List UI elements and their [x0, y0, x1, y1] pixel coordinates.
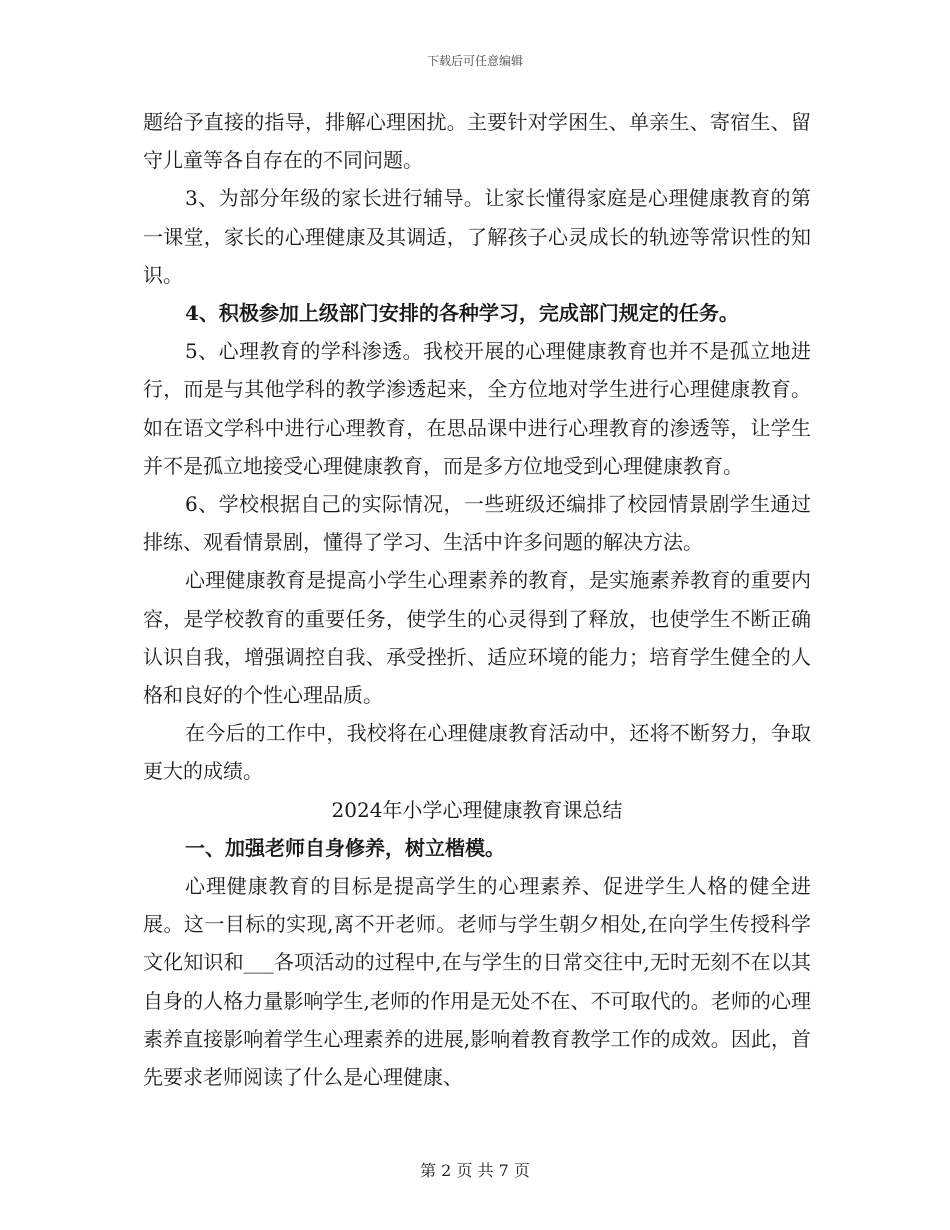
- page-header: 下载后可任意编辑: [426, 54, 523, 68]
- section-title: 2024年小学心理健康教育课总结: [331, 797, 623, 822]
- paragraph-item-4: 4、积极参加上级部门安排的各种学习，完成部门规定的任务。: [185, 301, 739, 326]
- document-body: [143, 103, 811, 1096]
- paragraph-item-6: 6、学校根据自己的实际情况，一些班级还编排了校园情景剧学生通过排练、观看情景剧，懂得了学习、生活中许多问题的解决方法。: [143, 492, 811, 555]
- paragraph-continuation: 题给予直接的指导，排解心理困扰。主要针对学困生、单亲生、寄宿生、留守儿童等各自存在的不同问题。: [143, 110, 811, 173]
- paragraph-item-5: 5、心理教育的学科渗透。我校开展的心理健康教育也并不是孤立地进行，而是与其他学科的教学渗透起来，全方位地对学生进行心理健康教育。如在语文学科中进行心理教育，在思品课中进行心理教育的渗透等，让学生并不是孤立地接受心理健康教育，而是多方位地受到心理健康教育。: [143, 339, 811, 478]
- paragraph-item-3: 3、为部分年级的家长进行辅导。让家长懂得家庭是心理健康教育的第一课堂，家长的心理健康及其调适，了解孩子心灵成长的轨迹等常识性的知识。: [143, 186, 811, 287]
- page-footer: 第 2 页 共 7 页: [420, 1161, 530, 1180]
- paragraph-closing: 在今后的工作中，我校将在心理健康教育活动中，还将不断努力，争取更大的成绩。: [143, 721, 811, 784]
- paragraph-summary: 心理健康教育是提高小学生心理素养的教育，是实施素养教育的重要内容，是学校教育的重要任务，使学生的心灵得到了释放，也使学生不断正确认识自我，增强调控自我、承受挫折、适应环境的能力；培育学生健全的人格和良好的个性心理品质。: [143, 568, 811, 708]
- section-heading-1: 一、加强老师自身修养，树立楷模。: [185, 835, 505, 860]
- paragraph-section-1: 心理健康教育的目标是提高学生的心理素养、促进学生人格的健全进展。这一目标的实现,离不开老师。老师与学生朝夕相处,在向学生传授科学文化知识和___各项活动的过程中,在与学生的日常交往中,无时无刻不在以其自身的人格力量影响学生,老师的作用是无处不在、不可取代的。老师的心理素养直接影响着学生心理素养的进展,影响着教育教学工作的成效。因此，首先要求老师阅读了什么是心理健康、: [143, 874, 811, 1090]
